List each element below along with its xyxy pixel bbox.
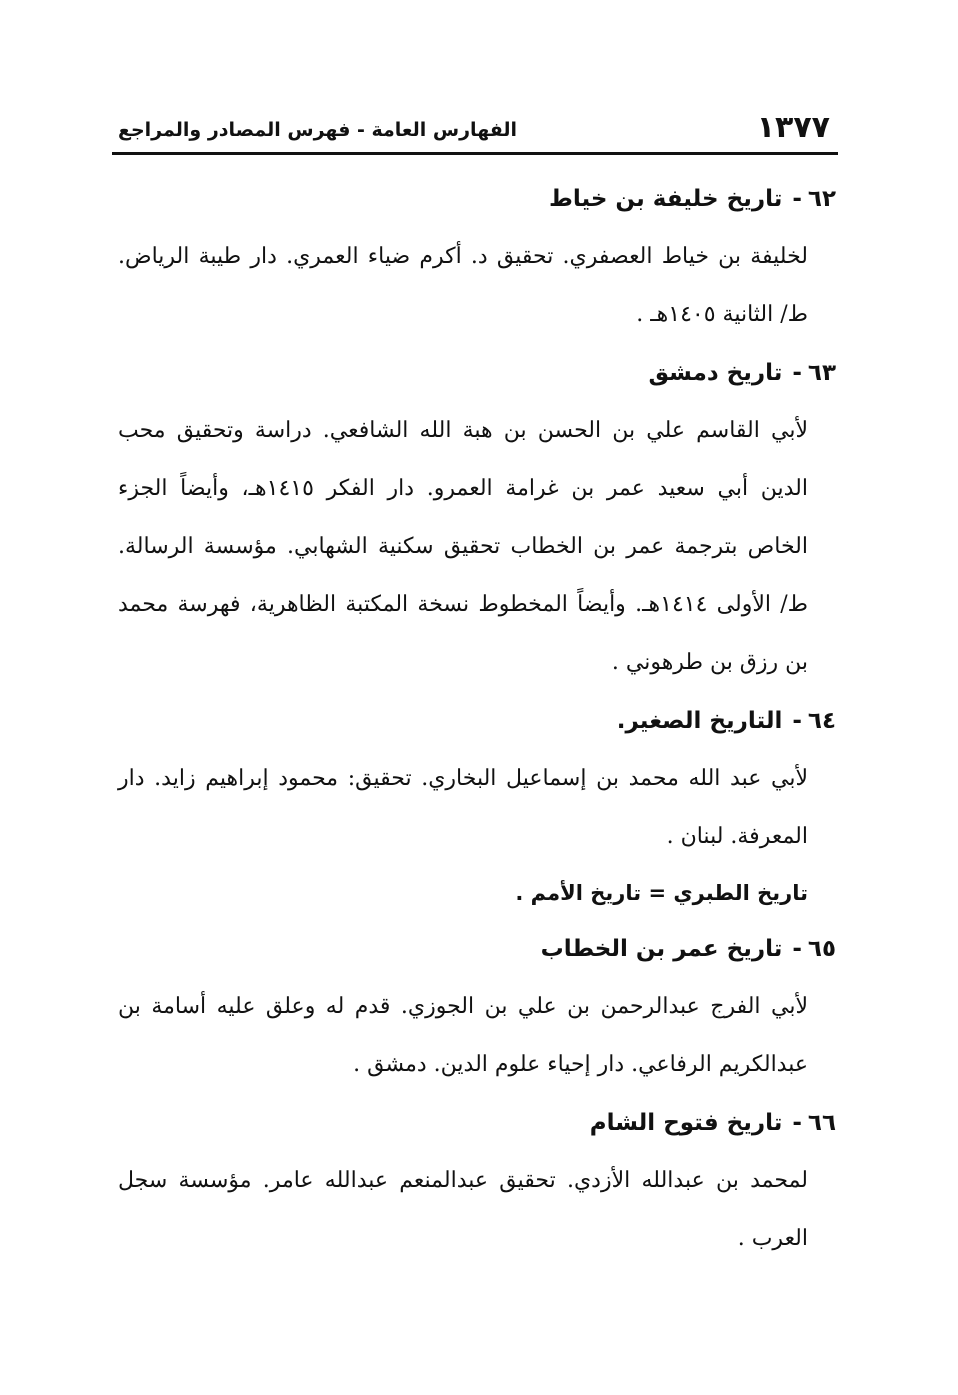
entry-title: تاريخ خليفة بن خياط xyxy=(548,186,783,212)
page-header xyxy=(112,108,838,154)
entry-body: لأبي الفرج عبدالرحمن بن علي بن الجوزي. قدم له وعلق عليه أسامة بن عبدالكريم الرفاعي. دار إحياء علوم الدين. دمشق . xyxy=(118,994,808,1077)
page-number: ١٣٧٧ xyxy=(756,110,830,145)
entry-title: تاريخ عمر بن الخطاب xyxy=(540,936,783,962)
entry-heading xyxy=(118,344,836,402)
entry-body: لأبي القاسم علي بن الحسن بن هبة الله الشافعي. دراسة وتحقيق محب الدين أبي سعيد عمر بن غرامة العمرو. دار الفكر ١٤١٥هـ، وأيضاً الجزء الخاص بترجمة عمر بن الخطاب تحقيق سكنية الشهابي. مؤسسة الرسالة. ط/ الأولى ١٤١٤هـ. وأيضاً المخطوط نسخة المكتبة الظاهرية، فهرسة محمد بن رزق بن طرهوني . xyxy=(118,418,808,675)
entry-heading xyxy=(118,692,836,750)
entry-dash: - xyxy=(792,360,802,386)
entry-body: لأبي عبد الله محمد بن إسماعيل البخاري. تحقيق: محمود إبراهيم زايد. دار المعرفة. لبنان . xyxy=(118,766,808,849)
entry-number: ٦٥ xyxy=(807,936,836,962)
entry-title: تاريخ فتوح الشام xyxy=(589,1110,783,1136)
reference-entry-65 xyxy=(118,920,836,1094)
references-list xyxy=(118,170,836,1268)
entry-dash: - xyxy=(792,936,802,962)
header-rule xyxy=(112,152,838,155)
entry-body: لمحمد بن عبدالله الأزدي. تحقيق عبدالمنعم عبدالله عامر. مؤسسة سجل العرب . xyxy=(118,1168,808,1251)
entry-title: تاريخ دمشق xyxy=(648,360,783,386)
entry-heading xyxy=(118,1094,836,1152)
running-title: الفهارس العامة - فهرس المصادر والمراجع xyxy=(118,119,518,141)
reference-entry-62 xyxy=(118,170,836,344)
entry-dash: - xyxy=(792,708,802,734)
entry-number: ٦٦ xyxy=(807,1110,836,1136)
entry-heading xyxy=(118,170,836,228)
entry-number: ٦٣ xyxy=(807,360,836,386)
reference-entry-66 xyxy=(118,1094,836,1268)
entry-dash: - xyxy=(792,1110,802,1136)
entry-number: ٦٢ xyxy=(807,186,836,212)
entry-heading xyxy=(118,920,836,978)
reference-entry-63 xyxy=(118,344,836,692)
cross-reference: تاريخ الطبري = تاريخ الأمم . xyxy=(515,881,808,905)
entry-body: لخليفة بن خياط العصفري. تحقيق د. أكرم ضياء العمري. دار طيبة الرياض. ط/ الثانية ١٤٠٥هـ . xyxy=(118,244,808,327)
reference-entry-64 xyxy=(118,692,836,920)
entry-number: ٦٤ xyxy=(807,708,836,734)
entry-dash: - xyxy=(792,186,802,212)
entry-title: التاريخ الصغير. xyxy=(616,708,783,734)
